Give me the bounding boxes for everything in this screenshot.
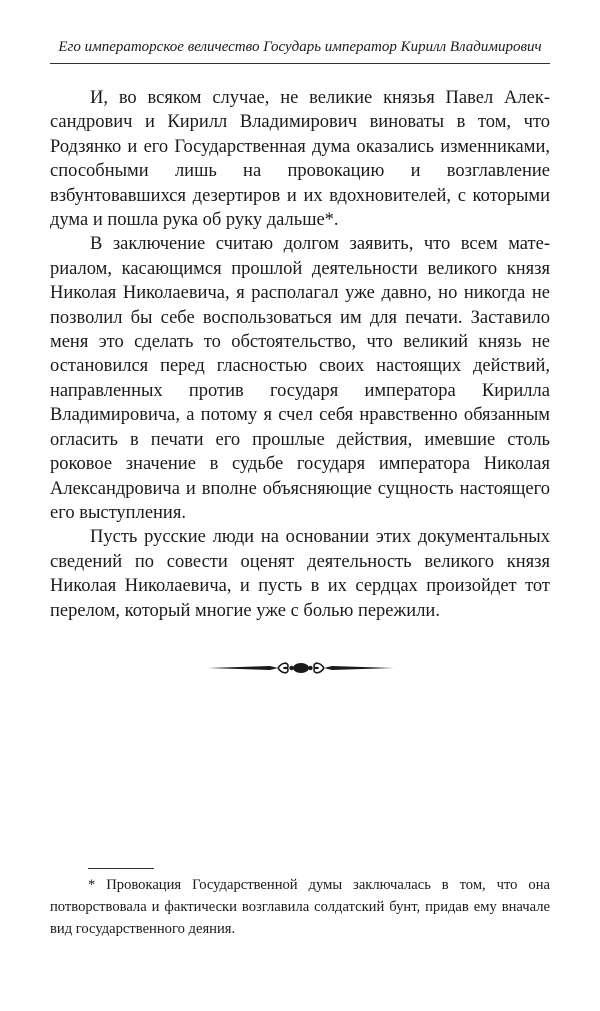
- footnote: [50, 874, 550, 940]
- paragraph-3: Пусть русские люди на основании этих документальных сведений по совести оценят деятельность великого князя Николая Николаевича, и пусть в их сердцах произойдет тот перелом, который многие уже с болью пережили.: [50, 527, 550, 621]
- paragraph-2: В заключение считаю долгом заявить, что всем материалом, касающимся прошлой деятельности великого князя Николая Николаевича, я располагал уже давно, но никогда не позволил бы себе воспользоваться им для печати. Заставило меня это сделать то обстоятельство, что великий князь не остановился перед гласностью своих настоящих действий, направленных против государя императора Кирилла Владимировича, а потому я счел себя нравственно обязанным огласить в печати его прошлые действия, имевшие столь роковое значение в судьбе государя императора Николая Александровича и вполне объясняющие сущность настоящего его выступления.: [50, 234, 550, 523]
- footnote-text: * Провокация Государственной думы заключалась в том, что она потворствовала и фактически возглавила солдатский бунт, придав ему вначале вид государственного деяния.: [50, 877, 550, 937]
- paragraph-1: И, во всяком случае, не великие князья Павел Александрович и Кирилл Владимирович виноваты в том, что Родзянко и его Государственная дума оказались изменниками, способными лишь на провокацию и возглавление взбунтовавшихся дезертиров и их вдохновителей, с которыми дума и пошла рука об руку дальше*.: [50, 88, 550, 231]
- main-text: [50, 86, 550, 623]
- decorative-flourish-icon: [208, 656, 394, 680]
- footnote-rule: [88, 868, 154, 869]
- header-rule: [50, 63, 550, 64]
- running-head: Его императорское величество Государь император Кирилл Владимирович: [58, 39, 542, 55]
